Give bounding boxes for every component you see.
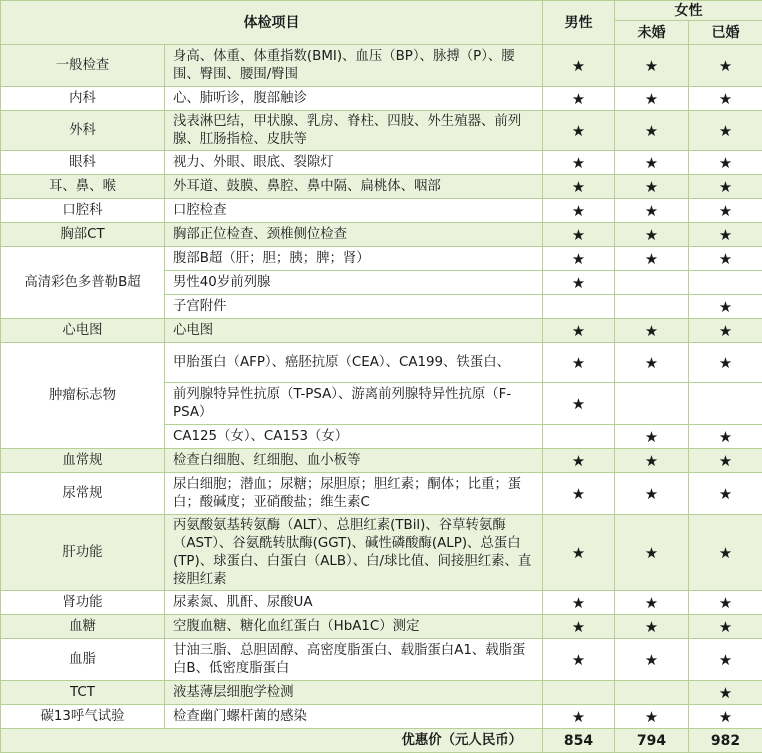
male-mark: ★ [543, 319, 615, 343]
unmarried-mark: ★ [615, 449, 689, 473]
table-row [1, 473, 762, 515]
header-unmarried: 未婚 [615, 21, 689, 45]
item-cell: 口腔检查 [165, 199, 543, 223]
male-mark: ★ [543, 111, 615, 151]
category-cell: 血脂 [1, 639, 165, 681]
header-row-1 [1, 1, 762, 21]
male-mark [543, 681, 615, 705]
price-label: 优惠价（元人民币） [1, 729, 543, 753]
male-mark: ★ [543, 449, 615, 473]
male-mark [543, 295, 615, 319]
married-mark: ★ [689, 199, 762, 223]
unmarried-mark: ★ [615, 87, 689, 111]
male-mark: ★ [543, 199, 615, 223]
table-row [1, 151, 762, 175]
item-cell: 男性40岁前列腺 [165, 271, 543, 295]
table-row [1, 45, 762, 87]
unmarried-mark: ★ [615, 591, 689, 615]
married-mark: ★ [689, 615, 762, 639]
unmarried-mark [615, 383, 689, 425]
married-mark: ★ [689, 175, 762, 199]
table-row [1, 319, 762, 343]
married-mark: ★ [689, 515, 762, 591]
married-mark: ★ [689, 247, 762, 271]
category-cell: 高清彩色多普勒B超 [1, 247, 165, 319]
price-male: 854 [543, 729, 615, 753]
married-mark: ★ [689, 591, 762, 615]
married-mark: ★ [689, 343, 762, 383]
married-mark: ★ [689, 151, 762, 175]
item-cell: 浅表淋巴结，甲状腺、乳房、脊柱、四肢、外生殖器、前列腺、肛肠指检、皮肤等 [165, 111, 543, 151]
male-mark: ★ [543, 473, 615, 515]
category-cell: 肿瘤标志物 [1, 343, 165, 449]
male-mark: ★ [543, 223, 615, 247]
male-mark: ★ [543, 343, 615, 383]
married-mark: ★ [689, 319, 762, 343]
table-row [1, 343, 762, 383]
unmarried-mark: ★ [615, 473, 689, 515]
item-cell: 胸部正位检查、颈椎侧位检查 [165, 223, 543, 247]
header-female: 女性 [615, 1, 762, 21]
category-cell: 耳、鼻、喉 [1, 175, 165, 199]
item-cell: 心电图 [165, 319, 543, 343]
category-cell: 眼科 [1, 151, 165, 175]
married-mark [689, 271, 762, 295]
item-cell: 空腹血糖、糖化血红蛋白（HbA1C）测定 [165, 615, 543, 639]
married-mark: ★ [689, 87, 762, 111]
male-mark: ★ [543, 45, 615, 87]
male-mark: ★ [543, 151, 615, 175]
item-cell: 外耳道、鼓膜、鼻腔、鼻中隔、扁桃体、咽部 [165, 175, 543, 199]
item-cell: 心、肺听诊，腹部触诊 [165, 87, 543, 111]
category-cell: TCT [1, 681, 165, 705]
unmarried-mark: ★ [615, 705, 689, 729]
male-mark: ★ [543, 271, 615, 295]
male-mark: ★ [543, 247, 615, 271]
married-mark: ★ [689, 449, 762, 473]
male-mark: ★ [543, 175, 615, 199]
header-item: 体检项目 [1, 1, 543, 45]
table-row [1, 515, 762, 591]
item-cell: 前列腺特异性抗原（T-PSA）、游离前列腺特异性抗原（F-PSA） [165, 383, 543, 425]
unmarried-mark: ★ [615, 615, 689, 639]
unmarried-mark [615, 681, 689, 705]
category-cell: 血糖 [1, 615, 165, 639]
married-mark: ★ [689, 223, 762, 247]
unmarried-mark: ★ [615, 175, 689, 199]
male-mark: ★ [543, 87, 615, 111]
category-cell: 口腔科 [1, 199, 165, 223]
unmarried-mark: ★ [615, 425, 689, 449]
unmarried-mark: ★ [615, 515, 689, 591]
unmarried-mark [615, 295, 689, 319]
header-married: 已婚 [689, 21, 762, 45]
item-cell: 尿白细胞；潜血；尿糖；尿胆原；胆红素；酮体；比重；蛋白；酸碱度；亚硝酸盐；维生素C [165, 473, 543, 515]
table-row [1, 111, 762, 151]
unmarried-mark: ★ [615, 45, 689, 87]
unmarried-mark: ★ [615, 343, 689, 383]
table-row [1, 247, 762, 271]
male-mark: ★ [543, 705, 615, 729]
table-row [1, 639, 762, 681]
item-cell: 视力、外眼、眼底、裂隙灯 [165, 151, 543, 175]
table-row [1, 681, 762, 705]
married-mark: ★ [689, 295, 762, 319]
unmarried-mark: ★ [615, 639, 689, 681]
male-mark: ★ [543, 615, 615, 639]
category-cell: 肝功能 [1, 515, 165, 591]
item-cell: 子宫附件 [165, 295, 543, 319]
male-mark: ★ [543, 515, 615, 591]
married-mark: ★ [689, 45, 762, 87]
male-mark [543, 425, 615, 449]
price-unmarried: 794 [615, 729, 689, 753]
married-mark [689, 383, 762, 425]
unmarried-mark: ★ [615, 247, 689, 271]
category-cell: 尿常规 [1, 473, 165, 515]
category-cell: 胸部CT [1, 223, 165, 247]
male-mark: ★ [543, 591, 615, 615]
item-cell: 腹部B超（肝；胆；胰；脾；肾） [165, 247, 543, 271]
item-cell: 甘油三脂、总胆固醇、高密度脂蛋白、载脂蛋白A1、载脂蛋白B、低密度脂蛋白 [165, 639, 543, 681]
unmarried-mark: ★ [615, 151, 689, 175]
male-mark: ★ [543, 639, 615, 681]
married-mark: ★ [689, 111, 762, 151]
category-cell: 外科 [1, 111, 165, 151]
table-row [1, 449, 762, 473]
married-mark: ★ [689, 473, 762, 515]
married-mark: ★ [689, 681, 762, 705]
unmarried-mark: ★ [615, 111, 689, 151]
category-cell: 肾功能 [1, 591, 165, 615]
married-mark: ★ [689, 639, 762, 681]
unmarried-mark: ★ [615, 199, 689, 223]
table-row [1, 175, 762, 199]
table-row [1, 591, 762, 615]
category-cell: 心电图 [1, 319, 165, 343]
item-cell: 丙氨酸氨基转氨酶（ALT）、总胆红素(TBil)、谷草转氨酶（AST）、谷氨酰转肽酶(GGT)、碱性磷酸酶(ALP)、总蛋白(TP)、球蛋白、白蛋白（ALB）、白/球比值、间接胆红素、直接胆红素 [165, 515, 543, 591]
price-row [1, 729, 762, 753]
table-row [1, 223, 762, 247]
table-row [1, 199, 762, 223]
table-row [1, 87, 762, 111]
item-cell: 身高、体重、体重指数(BMI)、血压（BP）、脉搏（P）、腰围、臀围、腰围/臀围 [165, 45, 543, 87]
unmarried-mark [615, 271, 689, 295]
item-cell: 尿素氮、肌酐、尿酸UA [165, 591, 543, 615]
unmarried-mark: ★ [615, 223, 689, 247]
item-cell: 检查白细胞、红细胞、血小板等 [165, 449, 543, 473]
unmarried-mark: ★ [615, 319, 689, 343]
item-cell: CA125（女）、CA153（女） [165, 425, 543, 449]
category-cell: 碳13呼气试验 [1, 705, 165, 729]
male-mark: ★ [543, 383, 615, 425]
table-row [1, 615, 762, 639]
category-cell: 血常规 [1, 449, 165, 473]
header-male: 男性 [543, 1, 615, 45]
married-mark: ★ [689, 705, 762, 729]
married-mark: ★ [689, 425, 762, 449]
item-cell: 液基薄层细胞学检测 [165, 681, 543, 705]
category-cell: 一般检查 [1, 45, 165, 87]
item-cell: 甲胎蛋白（AFP）、癌胚抗原（CEA）、CA199、铁蛋白、 [165, 343, 543, 383]
price-married: 982 [689, 729, 762, 753]
table-row [1, 705, 762, 729]
category-cell: 内科 [1, 87, 165, 111]
item-cell: 检查幽门螺杆菌的感染 [165, 705, 543, 729]
